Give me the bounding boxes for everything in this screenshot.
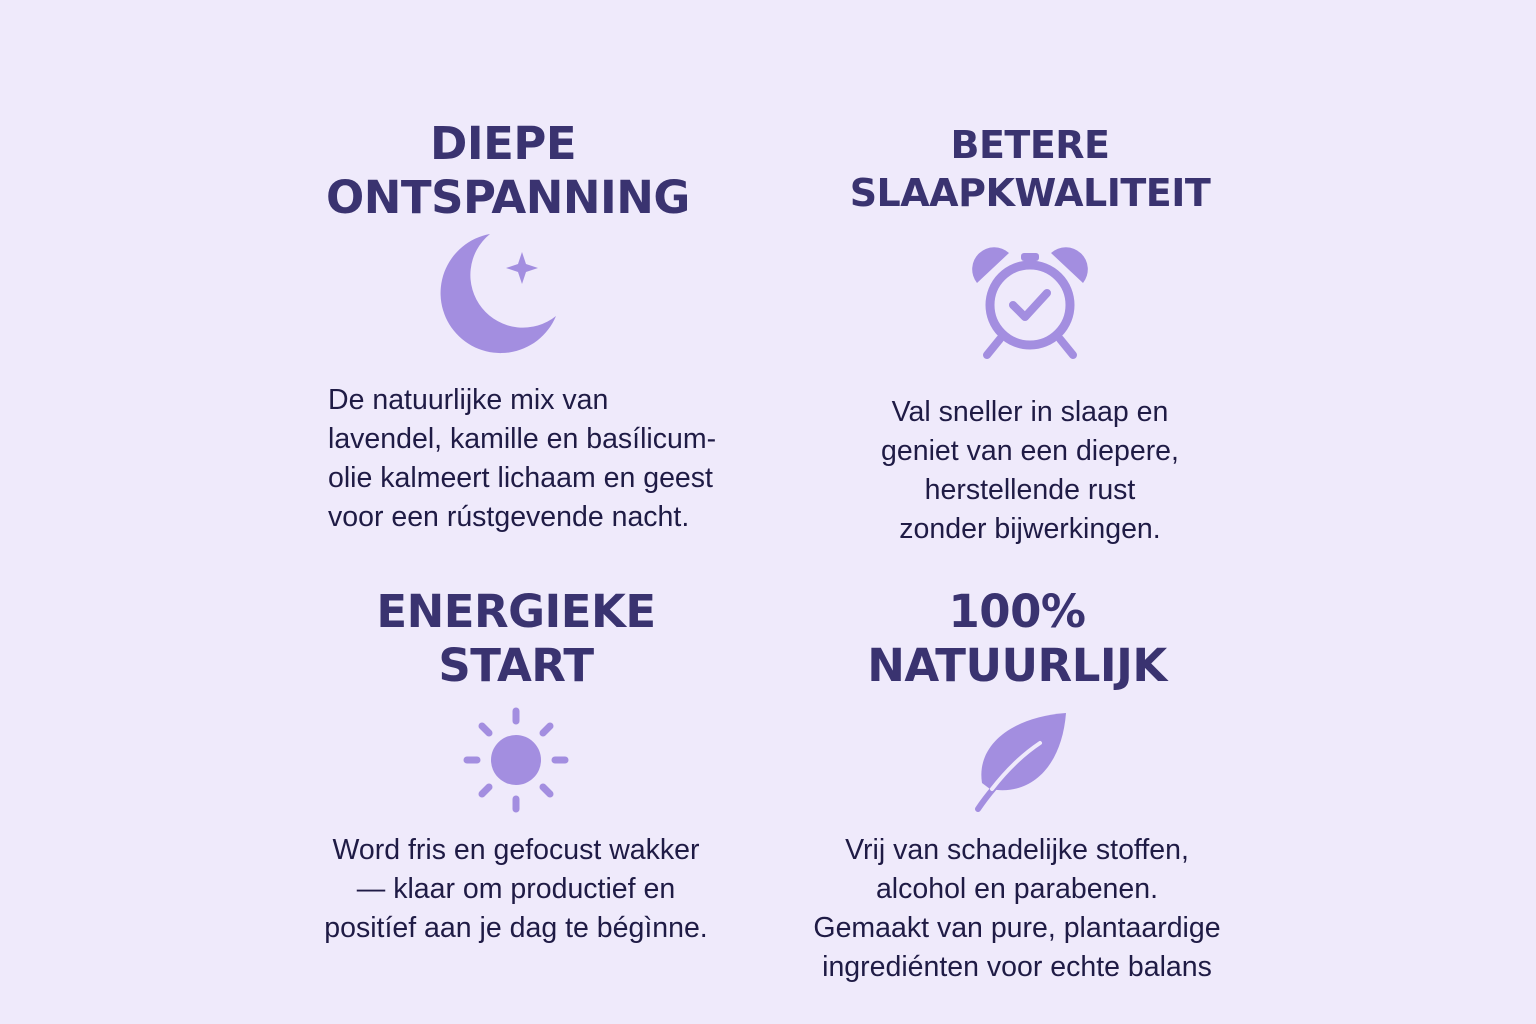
feature-title: 100% NATUURLIJK	[867, 585, 1167, 692]
alarm-clock-check-icon	[770, 217, 1290, 379]
feature-title: DIEPE ONTSPANNING	[326, 117, 690, 224]
feature-deep-relaxation	[318, 117, 838, 537]
feature-natural	[757, 585, 1277, 987]
leaf-icon	[757, 693, 1277, 827]
moon-star-icon	[318, 225, 838, 365]
feature-description: Vrij van schadelijke stoffen, alcohol en parabenen. Gemaakt van pure, plantaardige ingrediénten voor echte balans	[813, 834, 1221, 983]
feature-title: ENERGIEKE START	[376, 585, 656, 692]
feature-energetic-start	[256, 585, 776, 948]
feature-description: De natuurlijke mix van lavendel, kamille en basílicum- olie kalmeert lichaam en geest voor een rústgevende nacht.	[328, 384, 717, 533]
feature-title: BETERE SLAAPKWALITEIT	[849, 123, 1211, 215]
feature-better-sleep	[770, 121, 1290, 549]
feature-description: Val sneller in slaap en geniet van een diepere, herstellende rust zonder bijwerkingen.	[881, 396, 1179, 545]
feature-description: Word fris en gefocust wakker — klaar om productief en positíef aan je dag te bégìnne.	[324, 834, 708, 944]
sun-icon	[256, 693, 776, 827]
